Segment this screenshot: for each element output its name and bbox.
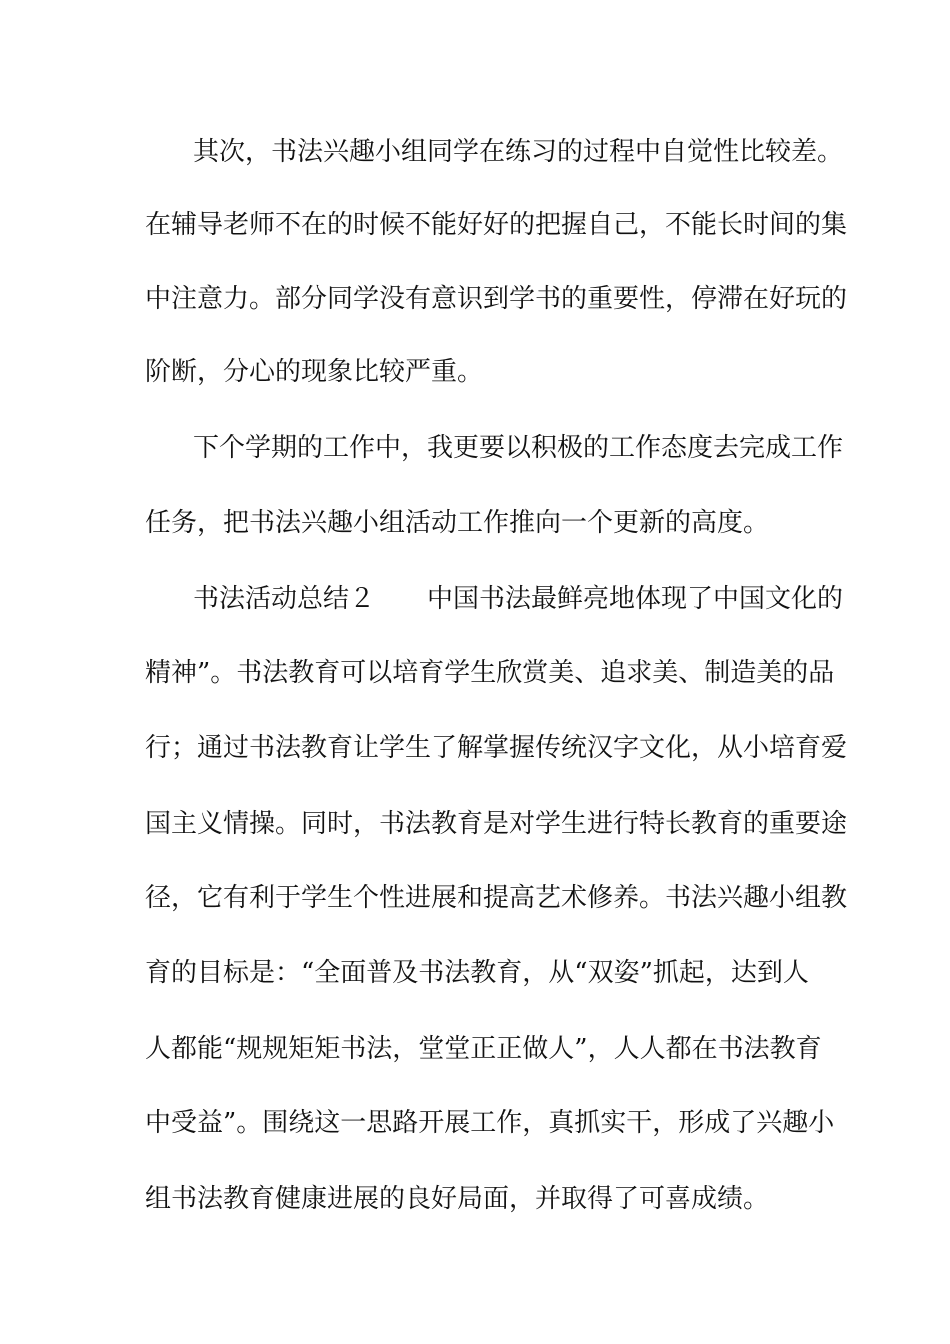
paragraph-3-line-2: 精神”。书法教育可以培育学生欣赏美、追求美、制造美的品 bbox=[145, 658, 835, 688]
paragraph-3-line-3: 行；通过书法教育让学生了解掌握传统汉字文化，从小培育爱 bbox=[145, 733, 848, 763]
paragraph-1-line-2: 在辅导老师不在的时候不能好好的把握自己，不能长时间的集 bbox=[145, 210, 848, 240]
paragraph-1-line-4: 阶断，分心的现象比较严重。 bbox=[145, 357, 484, 387]
paragraph-3-line-9: 组书法教育健康进展的良好局面，并取得了可喜成绩。 bbox=[145, 1184, 770, 1214]
paragraph-2-line-1: 下个学期的工作中，我更要以积极的工作态度去完成工作 bbox=[193, 433, 844, 463]
paragraph-3-line-7: 人都能“规规矩矩书法，堂堂正正做人”，人人都在书法教育 bbox=[145, 1034, 822, 1064]
paragraph-2-line-2: 任务，把书法兴趣小组活动工作推向一个更新的高度。 bbox=[145, 508, 770, 538]
paragraph-3-line-8: 中受益”。围绕这一思路开展工作，真抓实干，形成了兴趣小 bbox=[145, 1108, 835, 1138]
paragraph-3-line-4: 国主义情操。同时，书法教育是对学生进行特长教育的重要途 bbox=[145, 809, 848, 839]
paragraph-1-line-3: 中注意力。部分同学没有意识到学书的重要性，停滞在好玩的 bbox=[145, 284, 848, 314]
paragraph-3-line-6: 育的目标是：“全面普及书法教育，从“双姿”抓起，达到人 bbox=[145, 958, 809, 988]
paragraph-3-line-5: 径，它有利于学生个性进展和提高艺术修养。书法兴趣小组教 bbox=[145, 883, 848, 913]
paragraph-1-line-1: 其次，书法兴趣小组同学在练习的过程中自觉性比较差。 bbox=[193, 137, 844, 167]
paragraph-3-line-1: 书法活动总结２ 中国书法最鲜亮地体现了中国文化的 bbox=[193, 584, 844, 614]
